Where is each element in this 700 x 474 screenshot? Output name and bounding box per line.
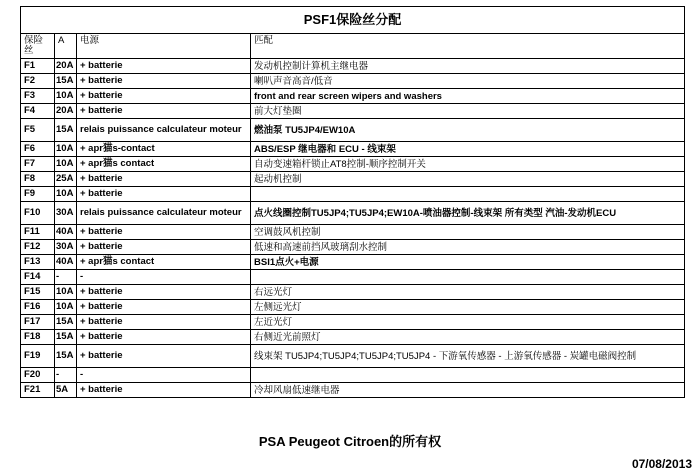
amperage-cell: - (55, 270, 77, 285)
fuse-cell: F18 (21, 330, 55, 345)
assignment-cell: 起动机控制 (251, 172, 685, 187)
power-source-cell: + batterie (77, 345, 251, 368)
amperage-cell: 20A (55, 104, 77, 119)
assignment-cell: 喇叭声音高音/低音 (251, 74, 685, 89)
assignment-cell: front and rear screen wipers and washers (251, 89, 685, 104)
fuse-cell: F21 (21, 383, 55, 398)
assignment-cell: 点火线圈控制TU5JP4;TU5JP4;EW10A-喷油器控制-线束架 所有类型 汽油-发动机ECU (251, 202, 685, 225)
power-source-cell: - (77, 368, 251, 383)
table-row (21, 240, 685, 255)
power-source-cell: relais puissance calculateur moteur (77, 119, 251, 142)
fuse-cell: F19 (21, 345, 55, 368)
fuse-cell: F13 (21, 255, 55, 270)
amperage-cell: 5A (55, 383, 77, 398)
fuse-cell: F5 (21, 119, 55, 142)
amperage-cell: 15A (55, 119, 77, 142)
table-row (21, 119, 685, 142)
fuse-cell: F4 (21, 104, 55, 119)
fuse-cell: F6 (21, 142, 55, 157)
amperage-cell: 40A (55, 225, 77, 240)
power-source-cell: + batterie (77, 330, 251, 345)
assignment-cell (251, 187, 685, 202)
fuse-cell: F14 (21, 270, 55, 285)
fuse-cell: F16 (21, 300, 55, 315)
amperage-cell: 20A (55, 59, 77, 74)
assignment-cell: 空调鼓风机控制 (251, 225, 685, 240)
table-row (21, 368, 685, 383)
amperage-cell: 15A (55, 74, 77, 89)
fuse-cell: F9 (21, 187, 55, 202)
assignment-cell: 左侧远光灯 (251, 300, 685, 315)
power-source-cell: + batterie (77, 285, 251, 300)
header-amp: A (55, 34, 77, 59)
fuse-cell: F8 (21, 172, 55, 187)
table-row (21, 104, 685, 119)
table-row (21, 270, 685, 285)
amperage-cell: 15A (55, 315, 77, 330)
power-source-cell: - (77, 270, 251, 285)
assignment-cell: 发动机控制计算机主继电器 (251, 59, 685, 74)
power-source-cell: + batterie (77, 383, 251, 398)
assignment-cell: 右侧近光前照灯 (251, 330, 685, 345)
power-source-cell: + batterie (77, 315, 251, 330)
fuse-cell: F12 (21, 240, 55, 255)
table-row (21, 59, 685, 74)
table-row (21, 383, 685, 398)
assignment-cell: 前大灯垫圈 (251, 104, 685, 119)
table-row (21, 255, 685, 270)
assignment-cell (251, 270, 685, 285)
fuse-cell: F20 (21, 368, 55, 383)
assignment-cell: 左近光灯 (251, 315, 685, 330)
amperage-cell: 40A (55, 255, 77, 270)
assignment-cell: 燃油泵 TU5JP4/EW10A (251, 119, 685, 142)
document-date: 07/08/2013 (631, 457, 692, 471)
table-row (21, 285, 685, 300)
amperage-cell: 15A (55, 345, 77, 368)
table-row (21, 74, 685, 89)
assignment-cell: ABS/ESP 继电器和 ECU - 线束架 (251, 142, 685, 157)
fuse-cell: F2 (21, 74, 55, 89)
table-title: PSF1保险丝分配 (21, 7, 685, 34)
table-row (21, 187, 685, 202)
table-row (21, 202, 685, 225)
table-row (21, 315, 685, 330)
amperage-cell: 10A (55, 300, 77, 315)
power-source-cell: + batterie (77, 240, 251, 255)
amperage-cell: 25A (55, 172, 77, 187)
amperage-cell: 30A (55, 202, 77, 225)
power-source-cell: + batterie (77, 225, 251, 240)
power-source-cell: + batterie (77, 104, 251, 119)
amperage-cell: 10A (55, 142, 77, 157)
assignment-cell (251, 368, 685, 383)
table-row (21, 225, 685, 240)
power-source-cell: + apr猫s-contact (77, 142, 251, 157)
fuse-cell: F11 (21, 225, 55, 240)
fuse-cell: F17 (21, 315, 55, 330)
power-source-cell: + apr猫s contact (77, 255, 251, 270)
fuse-cell: F10 (21, 202, 55, 225)
table-row (21, 300, 685, 315)
power-source-cell: + batterie (77, 172, 251, 187)
amperage-cell: 10A (55, 89, 77, 104)
power-source-cell: + batterie (77, 59, 251, 74)
table-row (21, 330, 685, 345)
fuse-cell: F15 (21, 285, 55, 300)
amperage-cell: - (55, 368, 77, 383)
fuse-cell: F7 (21, 157, 55, 172)
power-source-cell: + batterie (77, 300, 251, 315)
copyright-note: PSA Peugeot Citroen的所有权 (258, 434, 442, 449)
amperage-cell: 10A (55, 157, 77, 172)
fuse-cell: F3 (21, 89, 55, 104)
header-match: 匹配 (251, 34, 685, 59)
power-source-cell: + batterie (77, 74, 251, 89)
table-row (21, 142, 685, 157)
table-row (21, 157, 685, 172)
header-fuse: 保险丝 (21, 34, 55, 59)
header-source: 电源 (77, 34, 251, 59)
power-source-cell: + apr猫s contact (77, 157, 251, 172)
amperage-cell: 10A (55, 285, 77, 300)
table-row (21, 345, 685, 368)
assignment-cell: 线束架 TU5JP4;TU5JP4;TU5JP4;TU5JP4 - 下游氧传感器 - 上游氧传感器 - 炭罐电磁阀控制 (251, 345, 685, 368)
table-row (21, 172, 685, 187)
assignment-cell: 右远光灯 (251, 285, 685, 300)
assignment-cell: 低速和高速前挡风玻璃刮水控制 (251, 240, 685, 255)
assignment-cell: 冷却风扇低速继电器 (251, 383, 685, 398)
power-source-cell: + batterie (77, 89, 251, 104)
fuse-cell: F1 (21, 59, 55, 74)
power-source-cell: + batterie (77, 187, 251, 202)
fuse-assignment-table (20, 6, 685, 398)
fuse-rows (21, 59, 685, 398)
table-row (21, 89, 685, 104)
amperage-cell: 10A (55, 187, 77, 202)
assignment-cell: 自动变速箱杆锁止AT8控制-顺序控制开关 (251, 157, 685, 172)
power-source-cell: relais puissance calculateur moteur (77, 202, 251, 225)
amperage-cell: 15A (55, 330, 77, 345)
assignment-cell: BSI1点火+电源 (251, 255, 685, 270)
amperage-cell: 30A (55, 240, 77, 255)
